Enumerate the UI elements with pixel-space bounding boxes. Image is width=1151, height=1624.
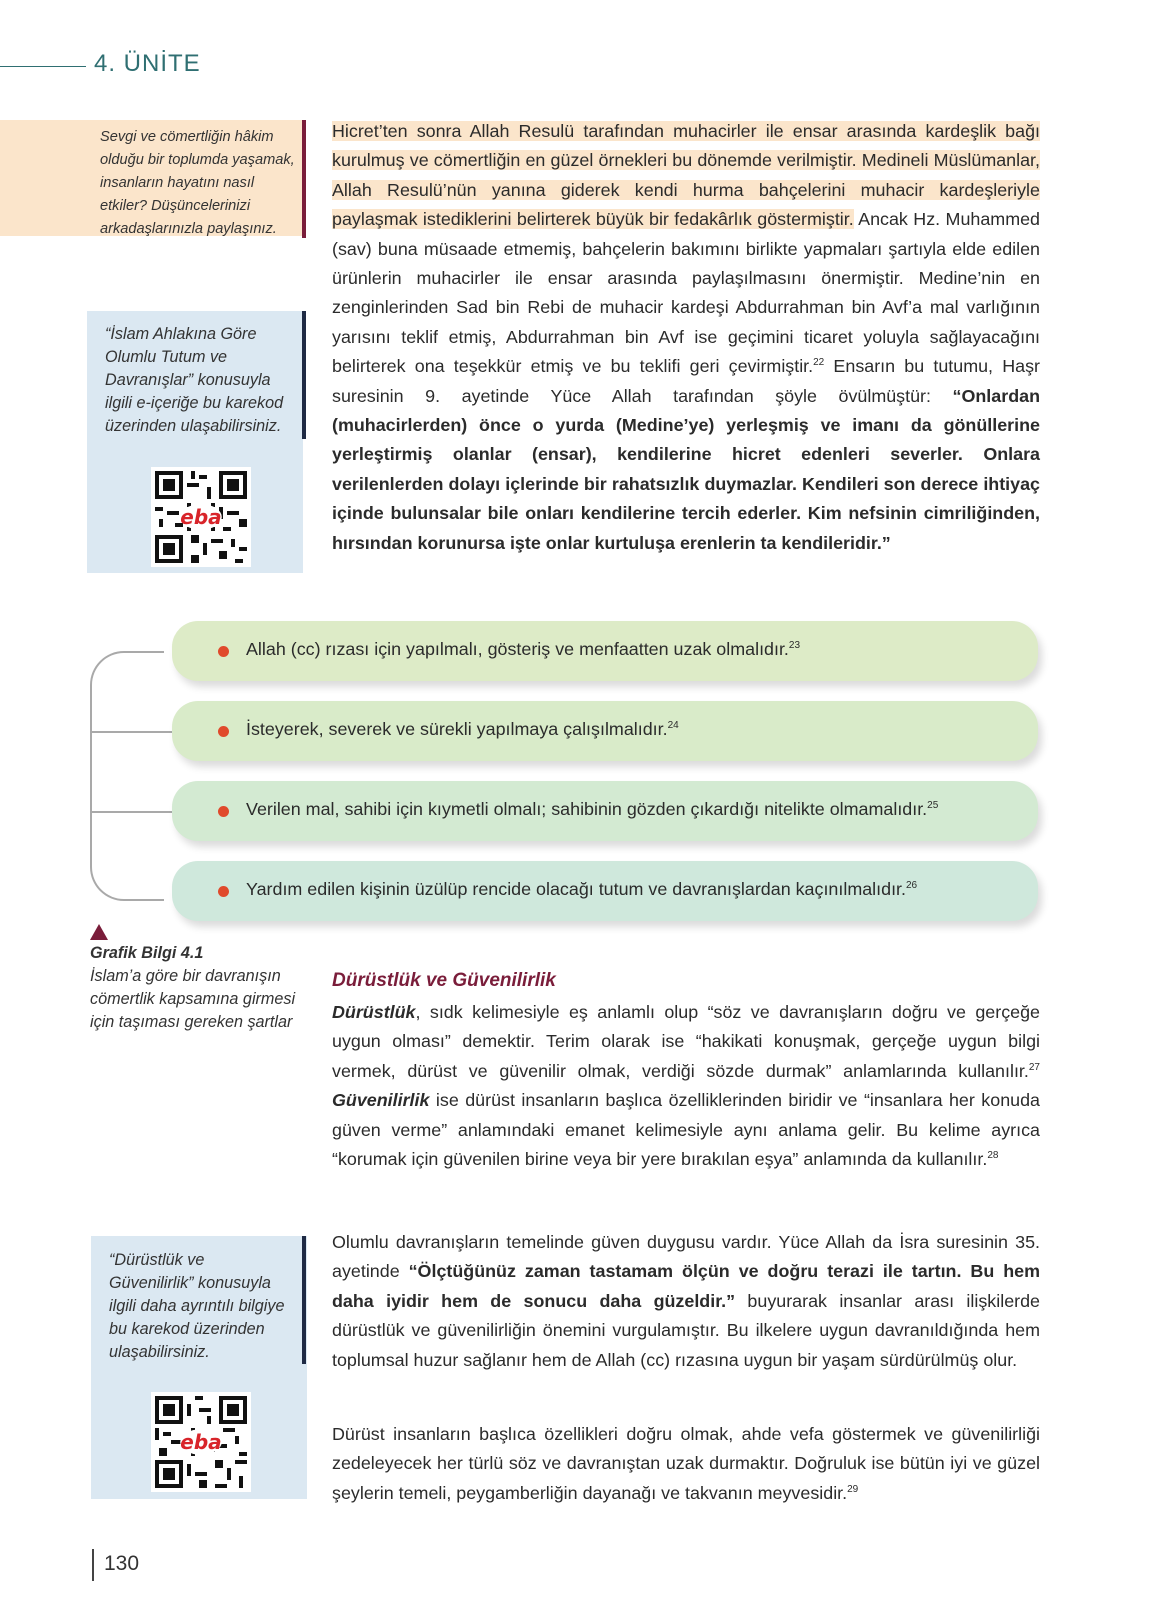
graph-item-2: İsteyerek, severek ve sürekli yapılmaya çalışılmalıdır.$^{24}$ <box>172 701 1038 761</box>
qr-code-1[interactable] <box>151 467 251 567</box>
graph-connector <box>90 651 164 901</box>
qr-code-icon <box>151 1392 251 1492</box>
page-number-bar <box>92 1549 94 1581</box>
page-number: 130 <box>104 1552 140 1575</box>
graph-caption-title: Grafik Bilgi 4.1 <box>90 944 204 962</box>
qr-note-bar-1 <box>302 311 306 439</box>
graph-item-1: Allah (cc) rızası için yapılmalı, gösteriş ve menfaatten uzak olmalıdır.$^{23}$ <box>172 621 1038 681</box>
highlighted-text: Hicret’ten sonra Allah Resulü tarafından muhacirler ile ensar arasında kardeşlik bağı kurulmuş ve cömertliğin en güzel örnekleri bu dönemde verilmiştir. Medineli Müslümanlar, Allah Resulü’nün yanına giderek kendi hurma bahçelerini muhacir kardeşleriyle paylaşmak istediklerini belirterek büyük bir fedakârlık göstermiştir. <box>332 121 1040 230</box>
question-note-text: Sevgi ve cömertliğin hâkim olduğu bir toplumda yaşamak, insanların hayatını nasıl etkiler? Düşüncelerinizi arkadaşlarınızla paylaşınız. <box>100 129 295 237</box>
svg-text:eba: eba <box>180 1429 222 1454</box>
qr-code-icon <box>151 467 251 567</box>
unit-title: 4. ÜNİTE <box>94 50 201 77</box>
bullet-dot-icon <box>218 886 229 897</box>
bullet-dot-icon <box>218 806 229 817</box>
bullet-dot-icon <box>218 646 229 657</box>
paragraph-hijra: Hicret’ten sonra Allah Resulü tarafından muhacirler ile ensar arasında kardeşlik bağı kurulmuş ve cömertliğin en güzel örnekleri bu dönemde verilmiştir. Medineli Müslümanlar, Allah Resulü’nün yanına giderek kendi hurma bahçelerini muhacir kardeşleriyle paylaşmak istediklerini belirterek büyük bir fedakârlık göstermiştir. Ancak Hz. Muhammed (sav) buna müsaade etmemiş, bahçelerin bakımını birlikte yapmaları şartıyla elde edilen ürünlerin muhacirler ile ensar arasında paylaşılmasını önermiştir. Medine’nin en zenginlerinden Sad bin Rebi de muhacir kardeşi Abdurrahman bin Avf’a mal varlığının yarısını teklif etmiş, Abdurrahman bin Avf ise geçimini ticaret yoluyla sağlayacağını belirterek ona teşekkür etmiş ve bu teklifi geri çevirmiştir.$^{22}$ Ensarın bu tutumu, Haşr suresinin 9. ayetinde Yüce Allah tarafından şöyle övülmüştür: “Onlardan (muhacirlerden) önce o yurda (Medine’ye) yerleşmiş ve imanı da gönüllerine yerleştirmiş olanlar (ensar), kendilerine hicret edenleri severler. Onlara verilenlerden dolayı içlerinde bir rahatsızlık duymazlar. Kendileri son derece ihtiyaç içinde bulunsalar bile onları kendilerine tercih ederler. Kim nefsinin cimriliğinden, hırsından korunursa işte onlar kurtuluşa erenlerin ta kendileridir.” <box>332 121 1040 553</box>
hashr-quote: “Onlardan (muhacirlerden) önce o yurda (Medine’ye) yerleşmiş ve imanı da gönüllerine yerleştirmiş olanlar (ensar), kendilerine hicret edenleri severler. Onlara verilenlerden dolayı içlerinde bir rahatsızlık duymazlar. Kendileri son derece ihtiyaç içinde bulunsalar bile onları kendilerine tercih ederler. Kim nefsinin cimriliğinden, hırsından korunursa işte onlar kurtuluşa erenlerin ta kendileridir.” <box>332 385 1040 553</box>
qr-note-text-2: “Dürüstlük ve Güvenilirlik” konusuyla ilgili daha ayrıntılı bilgiye bu karekod üzerinden ulaşabilirsiniz. <box>109 1251 285 1361</box>
qr-code-2[interactable] <box>151 1392 251 1492</box>
paragraph-honest-traits: Dürüst insanların başlıca özellikleri doğru olmak, ahde vefa göstermek ve güvenilirliği zedeleyecek her türlü söz ve davranıştan uzak durmaktır. Doğruluk ise bütün iyi ve güzel şeylerin temeli, peygamberliğin dayanağı ve takvanın meyvesidir.$^{29}$ <box>332 1424 1040 1503</box>
header-rule <box>0 66 86 67</box>
graph-caption-text: İslam’a göre bir davranışın cömertlik kapsamına girmesi için taşıması gereken şartlar <box>90 967 296 1031</box>
bullet-dot-icon <box>218 726 229 737</box>
footnote-22: 22 <box>813 357 825 369</box>
section-title: Dürüstlük ve Güvenilirlik <box>332 970 556 991</box>
question-note-bar <box>302 120 306 238</box>
svg-text:eba: eba <box>180 504 222 529</box>
triangle-icon <box>90 924 108 940</box>
paragraph-definition: Dürüstlük, sıdk kelimesiyle eş anlamlı olup “söz ve davranışların doğru ve gerçeğe uygun olması” demektir. Terim olarak ise “hakikati konuşmak, gerçeğe uygun bilgi vermek, dürüst ve güvenilir olmak, verdiği sözde durmak” anlamlarında kullanılır.$^{27}$ Güvenilirlik ise dürüst insanların başlıca özelliklerinden biridir ve “insanlara her konuda güven verme” anlamındaki emanet kelimesiyle aynı anlama gelir. Bu kelime ayrıca “korumak için güvenilen birine veya bir yere bırakılan eşya” anlamında da kullanılır.$^{28}$ <box>332 1002 1040 1170</box>
isra-quote: “Ölçtüğünüz zaman tastamam ölçün ve doğru terazi ile tartın. Bu hem daha iyidir hem de sonucu daha güzeldir.” <box>332 1261 1040 1311</box>
qr-note-bar-2 <box>302 1236 306 1364</box>
graph-caption <box>90 942 305 1034</box>
graph-item-4: Yardım edilen kişinin üzülüp rencide olacağı tutum ve davranışlardan kaçınılmalıdır.$^{26}$ <box>172 861 1038 921</box>
paragraph-isra: Olumlu davranışların temelinde güven duygusu vardır. Yüce Allah da İsra suresinin 35. ayetinde “Ölçtüğünüz zaman tastamam ölçün ve doğru terazi ile tartın. Bu hem daha iyidir hem de sonucu daha güzeldir.” buyurarak insanlar arası ilişkilerde dürüstlük ve güvenilirliğin önemini vurgulamıştır. Bu ilkelere uygun davranıldığında hem toplumsal huzur sağlanır hem de Allah (cc) rızasına uygun bir yaşam sürdürülmüş olur. <box>332 1232 1040 1370</box>
graph-item-3: Verilen mal, sahibi için kıymetli olmalı; sahibinin gözden çıkardığı nitelikte olmamalıdır.$^{25}$ <box>172 781 1038 841</box>
qr-note-text-1: “İslam Ahlakına Göre Olumlu Tutum ve Davranışlar” konusuyla ilgili e-içeriğe bu karekod üzerinden ulaşabilirsiniz. <box>105 325 284 435</box>
